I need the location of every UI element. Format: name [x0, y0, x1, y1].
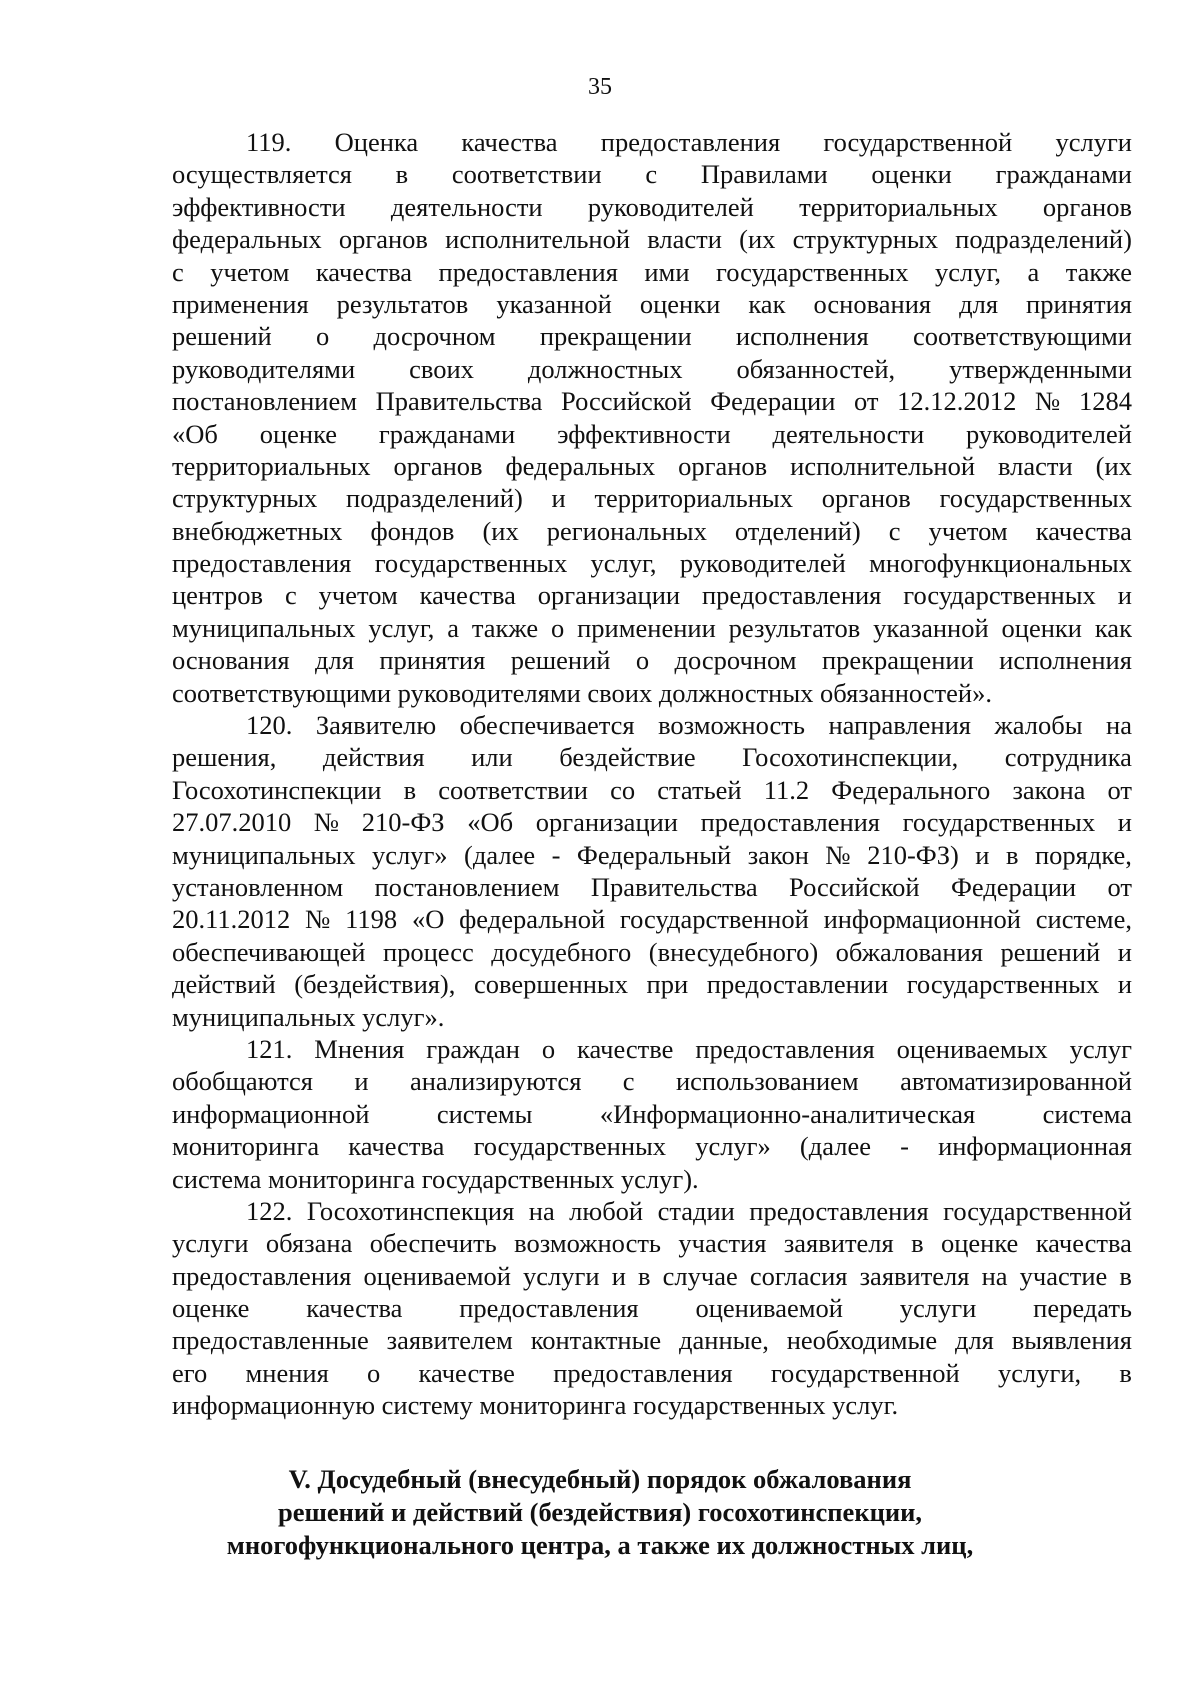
text-line: решений о досрочном прекращении исполнения соответствующими [172, 321, 1132, 352]
text-line: 121. Мнения граждан о качестве предоставления оцениваемых услуг [246, 1033, 1132, 1064]
paragraph-121 [172, 1033, 1132, 1195]
text-line: предоставления оцениваемой услуги и в случае согласия заявителя на участие в [172, 1260, 1132, 1291]
text-line: оценке качества предоставления оцениваемой услуги передать [172, 1293, 1132, 1324]
text-line: центров с учетом качества организации предоставления государственных и [172, 580, 1132, 611]
text-line: обеспечивающей процесс досудебного (внесудебного) обжалования решений и [172, 936, 1132, 967]
text-line: структурных подразделений) и территориальных органов государственных [172, 483, 1132, 514]
text-line: его мнения о качестве предоставления государственной услуги, в [172, 1357, 1132, 1388]
paragraph-119 [172, 126, 1132, 709]
text-line: осуществляется в соответствии с Правилами оценки гражданами [172, 159, 1132, 190]
text-line: решения, действия или бездействие Госохотинспекции, сотрудника [172, 742, 1132, 773]
text-line: 27.07.2010 № 210-ФЗ «Об организации предоставления государственных и [172, 807, 1132, 838]
text-line: руководителями своих должностных обязанностей, утвержденными [172, 353, 1132, 384]
text-line: эффективности деятельности руководителей территориальных органов [172, 191, 1132, 222]
text-line: муниципальных услуг». [172, 1001, 445, 1032]
text-line: 120. Заявителю обеспечивается возможность направления жалобы на [246, 710, 1132, 741]
text-line: муниципальных услуг, а также о применении результатов указанной оценки как [172, 612, 1132, 643]
text-line: соответствующими руководителями своих должностных обязанностей». [172, 677, 992, 708]
text-line: 119. Оценка качества предоставления государственной услуги [246, 127, 1132, 157]
section-heading [0, 1463, 1200, 1562]
section-heading-line: V. Досудебный (внесудебный) порядок обжалования [288, 1464, 912, 1494]
text-line: услуги обязана обеспечить возможность участия заявителя в оценке качества [172, 1228, 1132, 1259]
text-line: постановлением Правительства Российской Федерации от 12.12.2012 № 1284 [172, 386, 1132, 417]
text-line: действий (бездействия), совершенных при предоставлении государственных и [172, 969, 1132, 1000]
text-line: система мониторинга государственных услуг). [172, 1163, 699, 1194]
document-body [172, 126, 1132, 1422]
text-line: территориальных органов федеральных органов исполнительной власти (их [172, 450, 1132, 481]
text-line: Госохотинспекции в соответствии со статьей 11.2 Федерального закона от [172, 774, 1132, 805]
text-line: предоставления государственных услуг, руководителей многофункциональных [172, 548, 1132, 579]
text-line: предоставленные заявителем контактные данные, необходимые для выявления [172, 1325, 1132, 1356]
paragraph-120 [172, 709, 1132, 1033]
text-line: муниципальных услуг» (далее - Федеральный закон № 210-ФЗ) и в порядке, [172, 839, 1132, 870]
text-line: основания для принятия решений о досрочном прекращении исполнения [172, 645, 1132, 676]
section-heading-line: многофункционального центра, а также их должностных лиц, [226, 1530, 974, 1560]
page-number: 35 [588, 74, 612, 100]
text-line: мониторинга качества государственных услуг» (далее - информационная [172, 1131, 1132, 1162]
text-line: информационной системы «Информационно-аналитическая система [172, 1098, 1132, 1129]
text-line: обобщаются и анализируются с использованием автоматизированной [172, 1066, 1132, 1097]
text-line: 20.11.2012 № 1198 «О федеральной государственной информационной системе, [172, 904, 1132, 935]
text-line: информационную систему мониторинга государственных услуг. [172, 1390, 899, 1421]
paragraph-122 [172, 1195, 1132, 1422]
text-line: внебюджетных фондов (их региональных отделений) с учетом качества [172, 515, 1132, 546]
text-line: применения результатов указанной оценки как основания для принятия [172, 288, 1132, 319]
text-line: федеральных органов исполнительной власти (их структурных подразделений) [172, 224, 1132, 255]
text-line: установленном постановлением Правительства Российской Федерации от [172, 871, 1132, 902]
text-line: 122. Госохотинспекция на любой стадии предоставления государственной [246, 1195, 1132, 1226]
text-line: «Об оценке гражданами эффективности деятельности руководителей [172, 418, 1132, 449]
section-heading-line: решений и действий (бездействия) госохотинспекции, [277, 1497, 923, 1527]
text-line: с учетом качества предоставления ими государственных услуг, а также [172, 256, 1132, 287]
